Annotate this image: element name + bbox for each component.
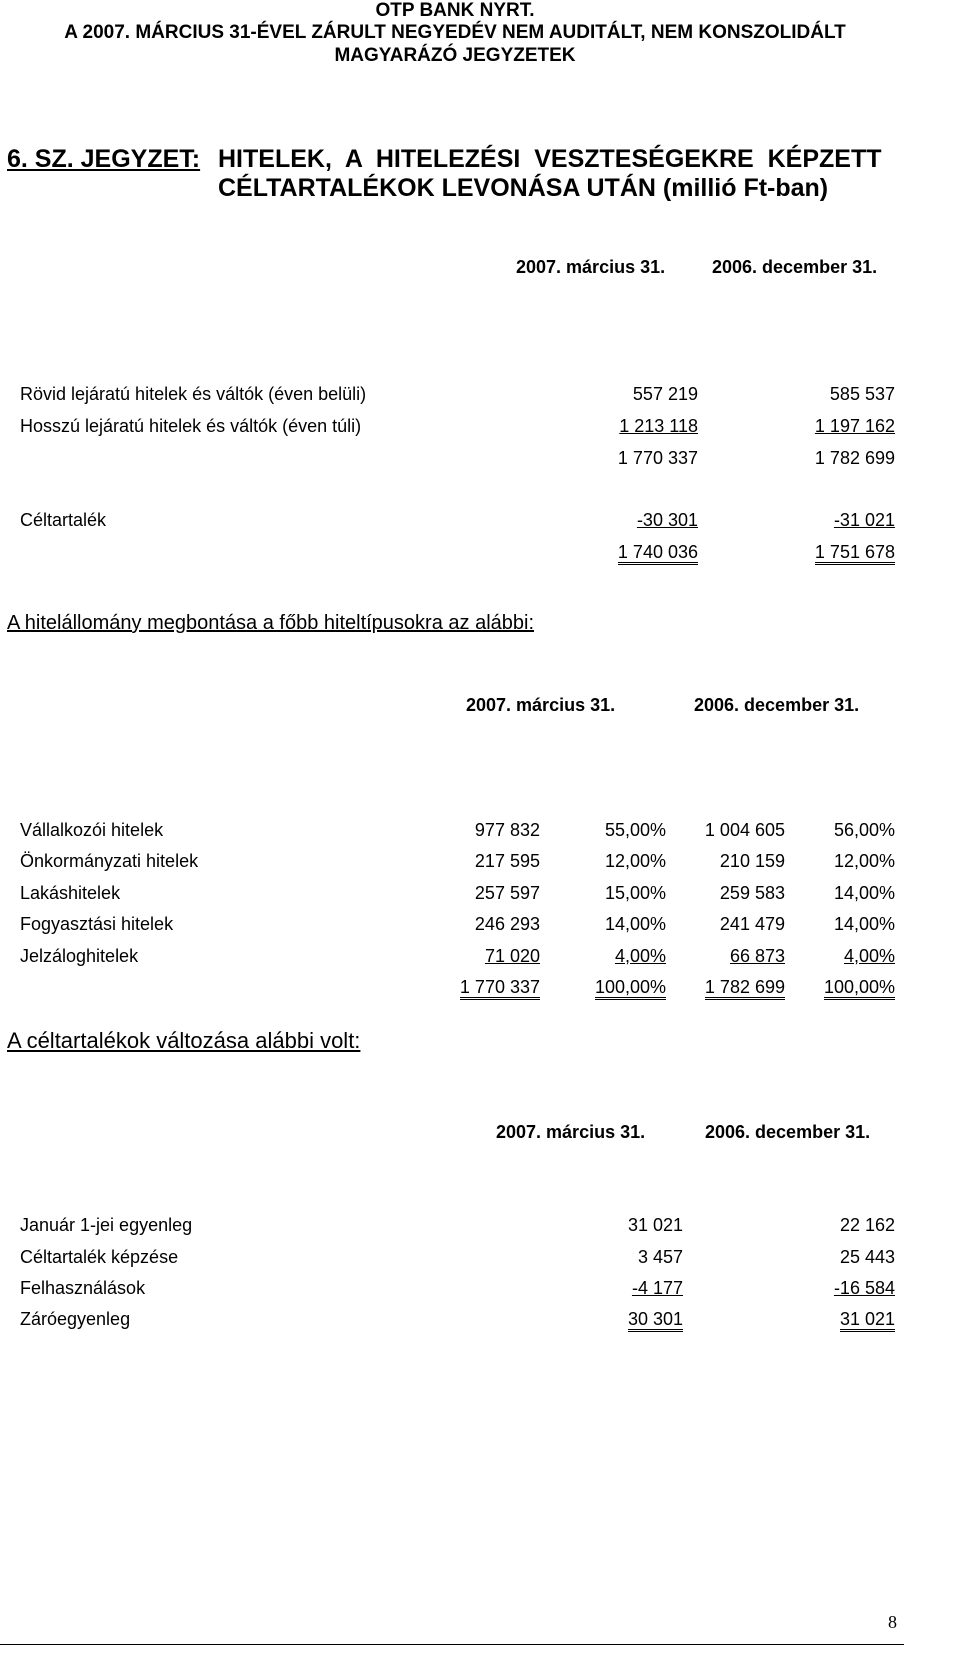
table1-total-2006: 1 751 678: [815, 542, 895, 565]
loan-total-amount-2006: 1 782 699: [705, 977, 785, 1000]
loan-type-share-2006: 12,00%: [833, 851, 895, 871]
loan-type-share-2006: 14,00%: [833, 914, 895, 934]
loan-type-amount-2006: 1 004 605: [704, 820, 785, 840]
section3-col-header-2007: 2007. március 31.: [496, 1122, 646, 1142]
provision-change-2006: 25 443: [839, 1247, 895, 1267]
loan-type-label: Fogyasztási hitelek: [20, 914, 174, 934]
section2-title: A hitelállomány megbontása a főbb hiteltípusokra az alábbi:: [7, 612, 535, 634]
section2-col-header-2007: 2007. március 31.: [466, 695, 616, 715]
table1-row-value-2006: 1 197 162: [814, 416, 895, 436]
loan-type-share-2007: 55,00%: [604, 820, 666, 840]
note-title-line1: HITELEK, A HITELEZÉSI VESZTESÉGEKRE KÉPZETT: [218, 145, 882, 173]
loan-type-amount-2007: 977 832: [474, 820, 540, 840]
table1-row-label: Hosszú lejáratú hitelek és váltók (éven túli): [20, 416, 362, 436]
loan-type-amount-2006: 66 873: [729, 946, 785, 966]
loan-type-label: Lakáshitelek: [20, 883, 121, 903]
table1-total-2007: 1 740 036: [618, 542, 698, 565]
loan-type-amount-2007: 71 020: [484, 946, 540, 966]
table1-row-label: Céltartalék: [20, 510, 107, 530]
provision-closing-2007: 30 301: [628, 1309, 683, 1332]
section3-col-header-2006: 2006. december 31.: [705, 1122, 871, 1142]
table1-row-value-2007: 557 219: [632, 384, 698, 404]
table1-col-header-2006: 2006. december 31.: [712, 257, 878, 277]
footer-rule: [0, 1644, 904, 1645]
provision-change-2007: 31 021: [627, 1215, 683, 1235]
loan-type-share-2007: 15,00%: [604, 883, 666, 903]
loan-total-amount-2007: 1 770 337: [460, 977, 540, 1000]
table1-subtotal-2007: 1 770 337: [617, 448, 698, 468]
provision-closing-2006: 31 021: [840, 1309, 895, 1332]
provision-change-label: Záróegyenleg: [20, 1309, 131, 1329]
section2-col-header-2006: 2006. december 31.: [694, 695, 860, 715]
loan-total-share-2006: 100,00%: [824, 977, 895, 1000]
section3-title: A céltartalékok változása alábbi volt:: [7, 1028, 361, 1053]
table1-provision-2006: -31 021: [833, 510, 895, 530]
table1-col-header-2007: 2007. március 31.: [516, 257, 666, 277]
page-number: 8: [888, 1612, 897, 1632]
loan-type-label: Vállalkozói hitelek: [20, 820, 164, 840]
loan-type-amount-2006: 210 159: [719, 851, 785, 871]
provision-change-2006: 22 162: [839, 1215, 895, 1235]
loan-type-amount-2006: 241 479: [719, 914, 785, 934]
provision-change-label: Január 1-jei egyenleg: [20, 1215, 193, 1235]
note-number: 6. SZ. JEGYZET:: [7, 145, 201, 173]
table1-row-label: Rövid lejáratú hitelek és váltók (éven belüli): [20, 384, 367, 404]
table1-provision-2007: -30 301: [636, 510, 698, 530]
loan-type-amount-2007: 246 293: [474, 914, 540, 934]
provision-change-2007: 3 457: [637, 1247, 683, 1267]
loan-type-amount-2007: 257 597: [474, 883, 540, 903]
company-name: OTP BANK NYRT.: [375, 0, 535, 21]
loan-total-share-2007: 100,00%: [595, 977, 666, 1000]
loan-type-amount-2007: 217 595: [474, 851, 540, 871]
provision-change-label: Felhasználások: [20, 1278, 146, 1298]
note-title-line2: CÉLTARTALÉKOK LEVONÁSA UTÁN (millió Ft-ban): [218, 174, 829, 202]
table1-subtotal-2006: 1 782 699: [814, 448, 895, 468]
loan-type-amount-2006: 259 583: [719, 883, 785, 903]
loan-type-share-2006: 56,00%: [833, 820, 895, 840]
loan-type-share-2007: 4,00%: [614, 946, 666, 966]
provision-change-label: Céltartalék képzése: [20, 1247, 179, 1267]
table1-row-value-2007: 1 213 118: [619, 416, 698, 436]
loan-type-share-2007: 12,00%: [604, 851, 666, 871]
table1-row-value-2006: 585 537: [829, 384, 895, 404]
provision-change-2007: -4 177: [631, 1278, 683, 1298]
loan-type-share-2006: 14,00%: [833, 883, 895, 903]
loan-type-label: Önkormányzati hitelek: [20, 851, 199, 871]
loan-type-share-2007: 14,00%: [604, 914, 666, 934]
report-title: MAGYARÁZÓ JEGYZETEK: [334, 45, 576, 66]
loan-type-label: Jelzáloghitelek: [20, 946, 139, 966]
provision-change-2006: -16 584: [833, 1278, 895, 1298]
report-subtitle: A 2007. MÁRCIUS 31-ÉVEL ZÁRULT NEGYEDÉV NEM AUDITÁLT, NEM KONSZOLIDÁLT: [64, 22, 846, 43]
loan-type-share-2006: 4,00%: [843, 946, 895, 966]
